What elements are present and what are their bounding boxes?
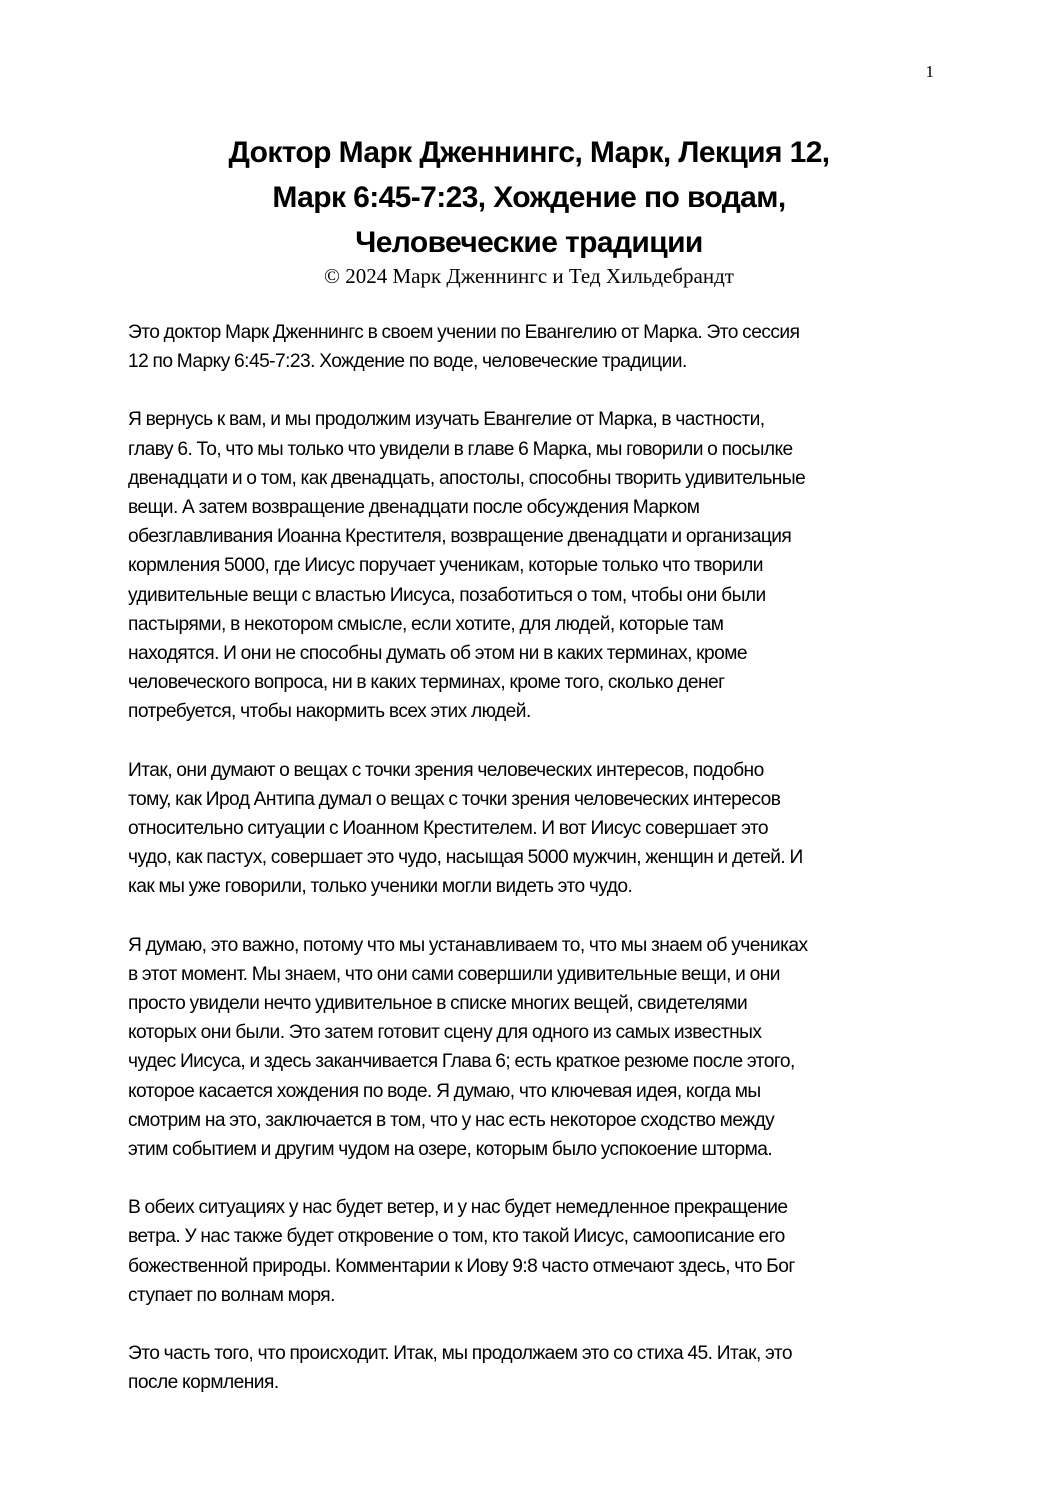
text-line: обезглавливания Иоанна Крестителя, возвращение двенадцати и организация [128, 526, 792, 548]
text-line: Итак, они думают о вещах с точки зрения человеческих интересов, подобно [128, 759, 764, 781]
text-line: божественной природы. Комментарии к Иову 9:8 часто отмечают здесь, что Бог [128, 1255, 795, 1277]
text-line: двенадцати и о том, как двенадцать, апостолы, способны творить удивительные [128, 467, 806, 489]
text-line: ветра. У нас также будет откровение о том, кто такой Иисус, самоописание его [128, 1226, 785, 1248]
paragraph [128, 756, 948, 902]
paragraph [128, 931, 948, 1165]
text-line: смотрим на это, заключается в том, что у нас есть некоторое сходство между [128, 1109, 775, 1131]
text-line: просто увидели нечто удивительное в списке многих вещей, свидетелями [128, 993, 748, 1015]
text-line: относительно ситуации с Иоанном Крестителем. И вот Иисус совершает это [128, 818, 769, 840]
text-line: Это доктор Марк Дженнингс в своем учении по Евангелию от Марка. Это сессия [128, 322, 800, 343]
document-header [0, 130, 1058, 289]
paragraph [128, 1339, 948, 1397]
text-line: тому, как Ирод Антипа думал о вещах с точки зрения человеческих интересов [128, 788, 781, 810]
text-line: главу 6. То, что мы только что увидели в главе 6 Марка, мы говорили о посылке [128, 438, 793, 460]
text-line: ступает по волнам моря. [128, 1284, 335, 1306]
text-line: в этот момент. Мы знаем, что они сами совершили удивительные вещи, и они [128, 963, 780, 985]
text-line: которое касается хождения по воде. Я думаю, что ключевая идея, когда мы [128, 1080, 761, 1102]
copyright-notice: © 2024 Марк Дженнингс и Тед Хильдебрандт [324, 264, 734, 288]
text-line: 12 по Марку 6:45-7:23. Хождение по воде, человеческие традиции. [128, 351, 687, 373]
paragraph [128, 1193, 948, 1310]
text-line: этим событием и другим чудом на озере, которым было успокоение шторма. [128, 1139, 773, 1161]
text-line: находятся. И они не способны думать об этом ни в каких терминах, кроме [128, 643, 747, 665]
text-line: Это часть того, что происходит. Итак, мы продолжаем это со стиха 45. Итак, это [128, 1343, 792, 1365]
title-line: Человеческие традиции [355, 226, 703, 259]
text-line: Я думаю, это важно, потому что мы устанавливаем то, что мы знаем об учениках [128, 934, 808, 956]
text-line: человеческого вопроса, ни в каких терминах, кроме того, сколько денег [128, 672, 725, 694]
text-line: как мы уже говорили, только ученики могли видеть это чудо. [128, 876, 633, 898]
document-body [128, 318, 948, 1427]
title-line: Доктор Марк Дженнингс, Марк, Лекция 12, [228, 136, 830, 169]
paragraph-intro [128, 318, 948, 376]
text-line: кормления 5000, где Иисус поручает ученикам, которые только что творили [128, 555, 763, 577]
text-line: чудес Иисуса, и здесь заканчивается Глава 6; есть краткое резюме после этого, [128, 1051, 795, 1073]
text-line: потребуется, чтобы накормить всех этих людей. [128, 701, 531, 723]
text-line: вещи. А затем возвращение двенадцати после обсуждения Марком [128, 497, 700, 519]
page-number: 1 [925, 62, 934, 81]
text-line: Я вернусь к вам, и мы продолжим изучать Евангелие от Марка, в частности, [128, 409, 765, 431]
text-line: после кормления. [128, 1372, 279, 1394]
text-line: пастырями, в некотором смысле, если хотите, для людей, которые там [128, 613, 724, 635]
title-line: Марк 6:45-7:23, Хождение по водам, [272, 181, 786, 214]
text-line: чудо, как пастух, совершает это чудо, насыщая 5000 мужчин, женщин и детей. И [128, 847, 803, 869]
text-line: которых они были. Это затем готовит сцену для одного из самых известных [128, 1022, 762, 1044]
text-line: удивительные вещи с властью Иисуса, позаботиться о том, чтобы они были [128, 584, 766, 606]
document-title [0, 130, 1058, 265]
paragraph [128, 405, 948, 726]
text-line: В обеих ситуациях у нас будет ветер, и у нас будет немедленное прекращение [128, 1197, 788, 1219]
